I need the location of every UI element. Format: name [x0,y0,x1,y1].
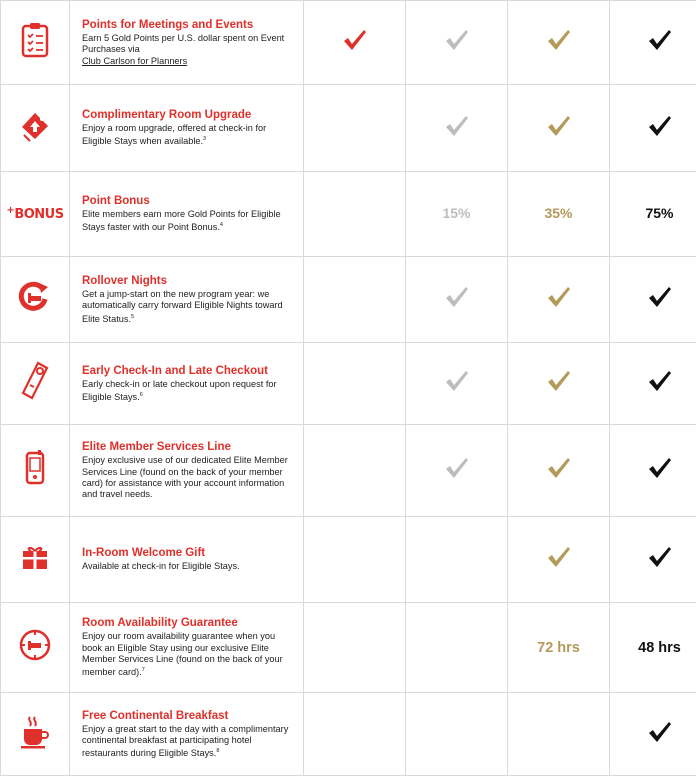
benefit-description [70,172,304,257]
benefit-body: Enjoy a room upgrade, offered at check-in for Eligible Stays when available.$^3$ [82,123,267,147]
footnote-marker: 4 [219,222,223,229]
benefit-icon-cell [1,1,70,85]
benefit-description [70,603,304,693]
benefit-body: Earn 5 Gold Points per U.S. dollar spent on Event Purchases via Club Carlson for Planners [82,33,285,66]
checkmark-icon [647,125,673,142]
tier-cell [406,517,508,603]
bonus-percent: 75% [645,205,674,221]
benefit-body: Elite members earn more Gold Points for Eligible Stays faster with our Point Bonus.$^4$ [82,209,281,233]
benefit-title: Room Availability Guarantee [82,617,238,630]
benefit-title: Early Check-In and Late Checkout [82,364,268,377]
checkmark-icon [546,380,572,397]
benefit-icon-cell [1,693,70,776]
benefit-icon-cell [1,172,70,257]
tier-cell [304,603,406,693]
checkmark-icon [444,125,470,142]
tier-cell [508,257,610,343]
benefit-body: Early check-in or late checkout upon request for Eligible Stays.$^6$ [82,378,277,403]
tier-cell [406,172,508,257]
tier-cell [508,172,610,257]
benefit-icon-cell [1,517,70,603]
benefit-icon-cell [1,85,70,172]
tier-cell [610,693,696,776]
benefit-icon-cell [1,603,70,693]
footnote-marker: 5 [131,313,135,320]
tier-cell [304,343,406,425]
benefit-description [70,425,304,517]
tier-cell [304,85,406,172]
checkmark-icon [647,731,673,748]
tier-cell [508,603,610,693]
benefit-description [70,257,304,343]
tier-cell [508,693,610,776]
checkmark-icon [647,39,673,56]
benefit-body: Enjoy exclusive use of our dedicated Elite Member Services Line (found on the back of your member card) for assistance with your account information and travel needs. [82,455,288,500]
benefit-body: Enjoy our room availability guarantee when you book an Eligible Stay using our exclusive Elite Member Services Line (found on the back of your member card).$^7$ [82,631,283,678]
checkmark-icon [444,296,470,313]
benefit-icon-cell [1,425,70,517]
coffee-cup-icon [20,736,50,753]
tier-cell [304,425,406,517]
checkmark-icon [444,467,470,484]
benefit-row [1,693,696,776]
checkmark-icon [647,556,673,573]
benefit-title: Rollover Nights [82,275,167,288]
benefit-title: Complimentary Room Upgrade [82,109,252,122]
benefit-row [1,257,696,343]
tier-cell [610,425,696,517]
door-hanger-icon [20,388,50,405]
tier-cell [406,603,508,693]
clipboard-icon [20,45,50,62]
benefit-body: Get a jump-start on the new program year: we automatically carry forward Eligible Nights toward Elite Status.$^5$ [82,289,283,324]
tier-cell [610,1,696,85]
benefit-description [70,517,304,603]
benefit-description [70,1,304,85]
tier-cell [610,85,696,172]
clock-bed-icon [18,649,52,666]
benefit-icon-cell [1,257,70,343]
tier-cell [304,172,406,257]
tier-cell [406,693,508,776]
checkmark-icon [342,39,368,56]
gift-icon [22,557,48,574]
phone-icon [24,473,46,490]
checkmark-icon [647,467,673,484]
benefit-description [70,693,304,776]
benefit-row [1,517,696,603]
checkmark-icon [647,380,673,397]
checkmark-icon [546,39,572,56]
tier-cell [304,693,406,776]
guarantee-hours: 48 hrs [638,639,681,656]
benefit-row [1,603,696,693]
footnote-marker: 8 [216,748,220,755]
checkmark-icon [546,125,572,142]
footnote-marker: 7 [141,667,145,674]
footnote-marker: 6 [139,391,143,398]
tier-cell [508,343,610,425]
checkmark-icon [546,556,572,573]
tier-cell [406,425,508,517]
benefit-title: Points for Meetings and Events [82,19,254,32]
tier-cell [406,343,508,425]
checkmark-icon [444,39,470,56]
benefit-body: Enjoy a great start to the day with a complimentary continental breakfast at participating hotel restaurants during Eligible Stays.$^8$ [82,723,289,759]
tier-cell [508,425,610,517]
benefit-row [1,85,696,172]
benefit-row [1,425,696,517]
tier-cell [610,172,696,257]
benefit-title: Elite Member Services Line [82,441,231,454]
tier-cell [406,85,508,172]
club-carlson-planners-link[interactable]: Club Carlson for Planners [82,55,188,66]
benefit-description [70,343,304,425]
tier-cell [610,517,696,603]
tier-cell [508,1,610,85]
tier-cell [610,257,696,343]
footnote-marker: 3 [203,136,207,143]
tier-cell [610,343,696,425]
bonus-icon: +BONUS [6,205,64,222]
benefit-row [1,1,696,85]
checkmark-icon [444,380,470,397]
tier-cell [406,1,508,85]
bonus-percent: 35% [544,205,573,221]
checkmark-icon [546,467,572,484]
benefit-description [70,85,304,172]
bonus-percent: 15% [442,205,471,221]
benefit-title: In-Room Welcome Gift [82,547,206,560]
tier-cell [508,517,610,603]
checkmark-icon [647,296,673,313]
tier-cell [508,85,610,172]
benefit-title: Free Continental Breakfast [82,709,229,722]
benefit-title: Point Bonus [82,195,150,208]
guarantee-hours: 72 hrs [537,639,580,656]
tier-cell [304,1,406,85]
tier-cell [304,257,406,343]
benefit-row [1,343,696,425]
benefit-body: Available at check-in for Eligible Stays. [82,561,240,572]
tier-cell [610,603,696,693]
upgrade-tag-icon [18,130,52,147]
checkmark-icon [546,296,572,313]
rollover-bed-icon [18,300,52,317]
benefit-icon-cell [1,343,70,425]
benefit-row [1,172,696,257]
tier-cell [304,517,406,603]
tier-cell [406,257,508,343]
